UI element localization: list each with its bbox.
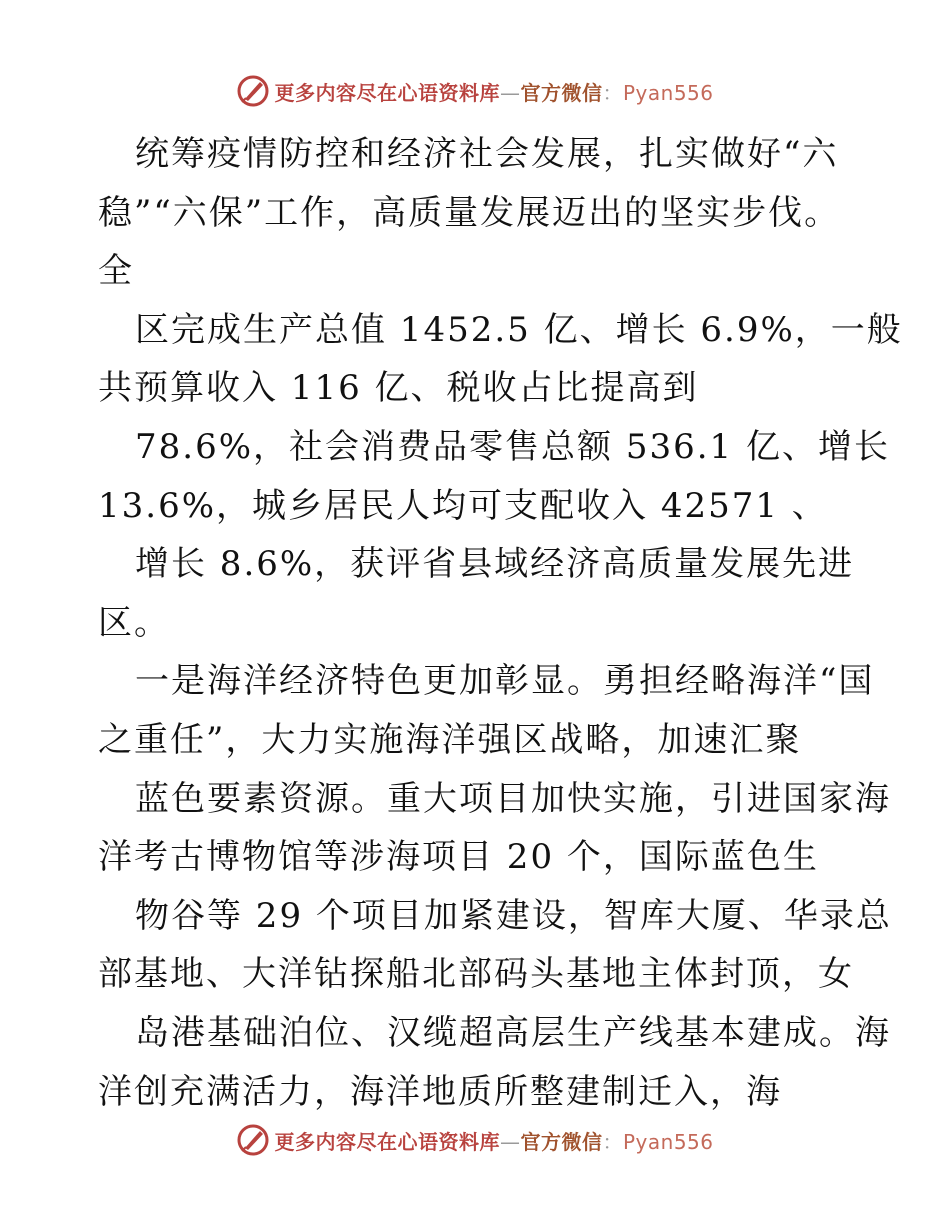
text-line: 洋考古博物馆等涉海项目 20 个，国际蓝色生 <box>98 837 819 878</box>
text-line: 78.6%，社会消费品零售总额 536.1 亿、增长 <box>135 426 890 467</box>
text-line: 之重任”，大力实施海洋强区战略，加速汇聚 <box>98 719 802 760</box>
footer-watermark-banner <box>0 1120 950 1160</box>
quill-logo-icon <box>236 1123 270 1157</box>
footer-banner-text: 更多内容尽在心语资料库—官方微信：Pyan556 <box>274 1129 714 1154</box>
text-line: 物谷等 29 个项目加紧建设，智库大厦、华录总 <box>135 895 892 936</box>
text-line: 岛港基础泊位、汉缆超高层生产线基本建成。海 <box>135 1012 891 1053</box>
text-line: 统筹疫情防控和经济社会发展，扎实做好“六 <box>135 134 839 174</box>
text-line: 全 <box>98 251 134 292</box>
text-line: 区完成生产总值 1452.5 亿、增长 6.9%，一般 <box>135 309 903 350</box>
text-line: 蓝色要素资源。重大项目加快实施，引进国家海 <box>135 778 891 819</box>
text-line: 一是海洋经济特色更加彰显。勇担经略海洋“国 <box>135 661 875 702</box>
document-body <box>0 125 950 1121</box>
header-banner-text: 更多内容尽在心语资料库—官方微信：Pyan556 <box>274 80 714 105</box>
text-line: 洋创充满活力，海洋地质所整建制迁入，海 <box>98 1071 782 1112</box>
header-watermark-banner <box>0 71 950 111</box>
text-line: 13.6%，城乡居民人均可支配收入 42571 、 <box>98 485 828 526</box>
text-line: 部基地、大洋钻探船北部码头基地主体封顶，女 <box>98 954 854 995</box>
text-line: 稳”“六保”工作，高质量发展迈出的坚实步伐。 <box>98 192 841 233</box>
quill-logo-icon <box>236 74 270 108</box>
text-line: 区。 <box>98 602 170 643</box>
text-line: 增长 8.6%，获评省县域经济高质量发展先进 <box>135 544 855 585</box>
text-line: 共预算收入 116 亿、税收占比提高到 <box>98 368 699 409</box>
